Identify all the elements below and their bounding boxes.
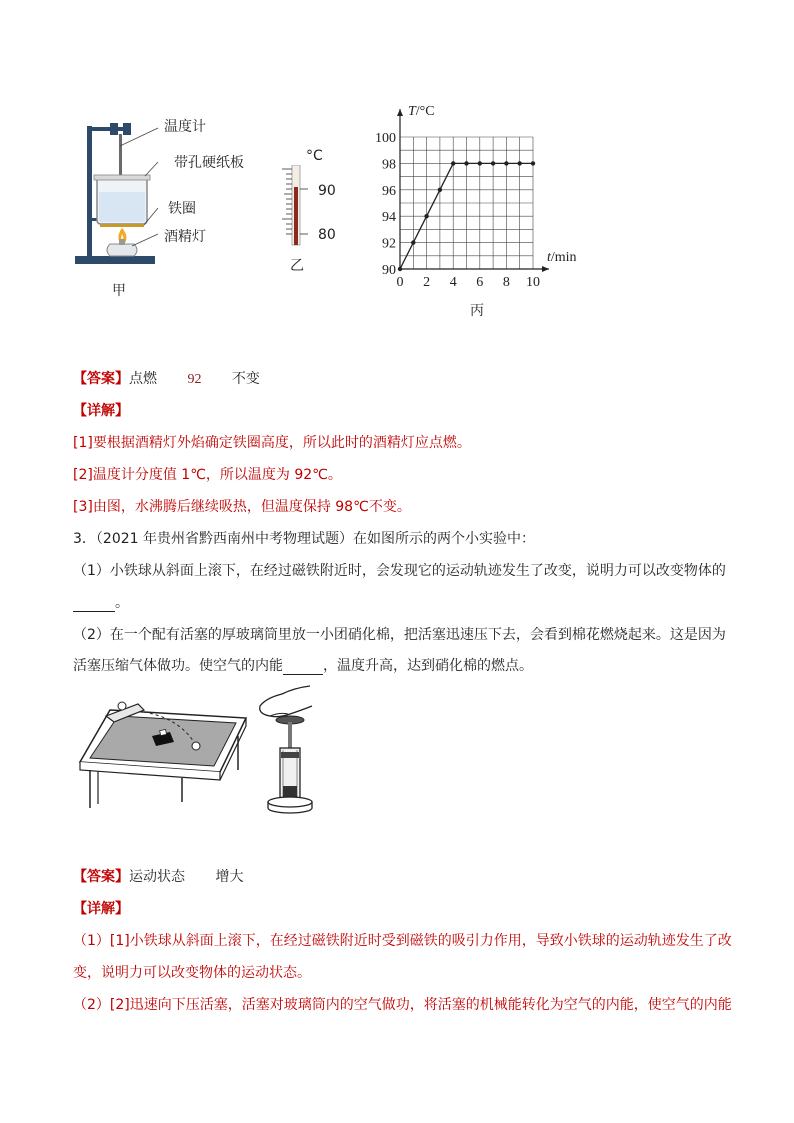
answer-blank-2 [283, 658, 323, 675]
caption-jia: 甲 [112, 283, 126, 299]
answer-blank-1 [73, 595, 115, 612]
chart-data-point [424, 214, 428, 218]
q3-title: 3．（2021 年贵州省黔西南州中考物理试题）在如图所示的两个小实验中： [73, 531, 535, 547]
chart-x-tick-label: 8 [502, 275, 510, 290]
q3-answer-2: 增大 [215, 869, 244, 885]
label-iron-ring: 铁圈 [168, 201, 196, 217]
figure-piston-glass-tube [250, 684, 320, 818]
q3-answer-1: 运动状态 [129, 869, 185, 885]
figure-bing-chart [360, 96, 590, 301]
q3-part-2b [73, 655, 533, 675]
chart-x-tick-label: 6 [476, 275, 484, 290]
chart-data-point [491, 161, 495, 165]
chart-y-tick-label: 90 [382, 263, 396, 278]
chart-y-axis-label: T/°C [408, 104, 435, 119]
chart-y-tick-label: 100 [375, 131, 396, 146]
chart-x-tick-label: 10 [526, 275, 540, 290]
chart-y-tick-label: 98 [382, 157, 396, 173]
label-alcohol-lamp: 酒精灯 [164, 229, 206, 245]
q3-part-1-end [73, 592, 129, 612]
chart-x-axis-arrow [542, 266, 549, 272]
answer-tag: 【答案】 [73, 869, 129, 885]
caption-yi: 乙 [290, 258, 304, 274]
chart-data-point [478, 161, 482, 165]
chart-data-point [464, 161, 468, 165]
figure-jia-apparatus [70, 118, 160, 268]
q2-answer-line [73, 368, 260, 388]
yi-tick-90: 90 [318, 183, 336, 199]
q3-part-2b-post: ，温度升高，达到硝化棉的燃点。 [323, 658, 533, 674]
q3-part-1-period: 。 [115, 595, 129, 611]
label-thermometer: 温度计 [164, 119, 206, 135]
q2-detail-line-2: [2]温度计分度值 1℃，所以温度为 92℃。 [73, 467, 342, 483]
q2-answer-1: 点燃 [129, 371, 157, 387]
chart-data-point [518, 161, 522, 165]
q2-answer-2: 92 [187, 372, 202, 387]
q3-part-2b-pre: 活塞压缩气体做功。使空气的内能 [73, 658, 283, 674]
chart-data-point [411, 240, 415, 244]
chart-x-tick-label: 2 [423, 275, 431, 290]
figure-yi-thermometer [278, 165, 312, 247]
q3-part-2a: （2）在一个配有活塞的厚玻璃筒里放一小团硝化棉，把活塞迅速压下去，会看到棉花燃烧起来。这是因为 [73, 627, 726, 643]
q2-detail-line-3: [3]由图，水沸腾后继续吸热，但温度保持 98℃不变。 [73, 499, 411, 515]
figure-magnet-ball-track [78, 690, 248, 812]
chart-data-point [531, 161, 535, 165]
q2-detail-tag: 【详解】 [73, 403, 129, 419]
chart-data-point [504, 161, 508, 165]
chart-x-axis-label: t/min [547, 250, 577, 265]
yi-unit: °C [306, 148, 323, 164]
chart-x-tick-label: 4 [449, 275, 457, 290]
q3-detail-line-1: （1）[1]小铁球从斜面上滚下，在经过磁铁附近时受到磁铁的吸引力作用，导致小铁球的运动轨迹发生了改 [73, 933, 732, 949]
caption-bing: 丙 [470, 303, 484, 319]
q3-detail-line-3: （2）[2]迅速向下压活塞，活塞对玻璃筒内的空气做功，将活塞的机械能转化为空气的内能，使空气的内能 [73, 997, 732, 1013]
chart-y-tick-label: 92 [382, 236, 396, 252]
answer-tag: 【答案】 [73, 371, 129, 387]
q3-answer-line [73, 866, 243, 886]
chart-x-tick-label: 0 [396, 275, 404, 290]
q2-answer-3: 不变 [231, 371, 260, 387]
label-cardboard: 带孔硬纸板 [174, 155, 244, 171]
chart-data-point [398, 267, 402, 271]
chart-data-point [451, 161, 455, 165]
q2-detail-line-1: [1]要根据酒精灯外焰确定铁圈高度，所以此时的酒精灯应点燃。 [73, 435, 471, 451]
q3-part-1: （1）小铁球从斜面上滚下，在经过磁铁附近时，会发现它的运动轨迹发生了改变，说明力可以改变物体的 [73, 563, 726, 579]
chart-y-axis-arrow [397, 109, 403, 116]
q3-detail-line-2: 变，说明力可以改变物体的运动状态。 [73, 965, 311, 981]
yi-tick-80: 80 [318, 227, 336, 243]
chart-data-point [438, 188, 442, 192]
chart-y-tick-label: 94 [382, 210, 396, 226]
q3-detail-tag: 【详解】 [73, 901, 129, 917]
chart-y-tick-label: 96 [382, 183, 396, 199]
